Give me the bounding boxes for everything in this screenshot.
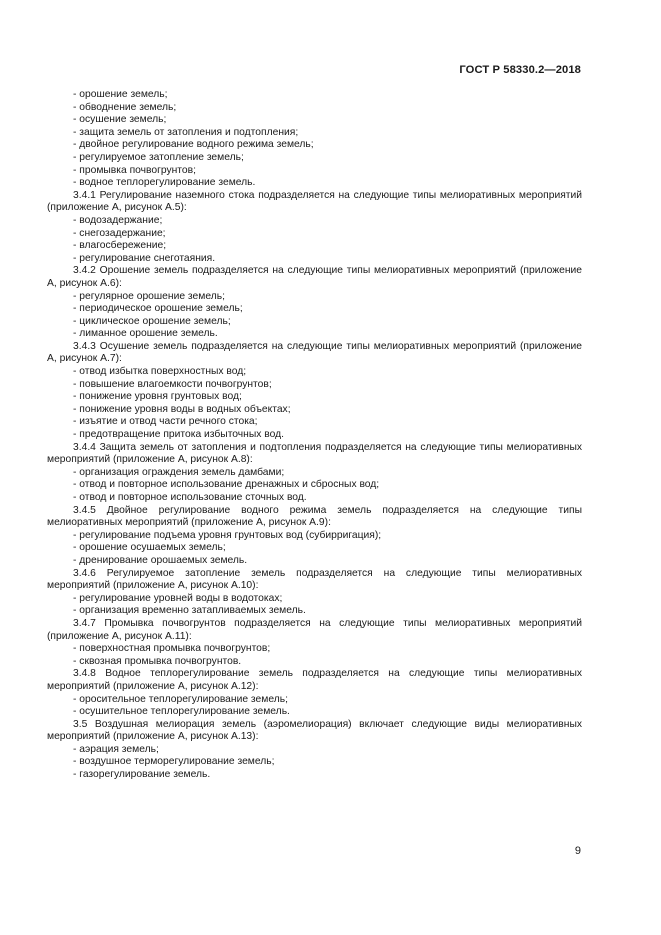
list-item: - понижение уровня воды в водных объектах; [73,403,291,415]
list-item: - осушительное теплорегулирование земель. [73,706,290,718]
list-item: - защита земель от затопления и подтопления; [73,126,299,138]
list-item: - осушение земель; [73,114,167,126]
list-item: - регулируемое затопление земель; [73,151,244,163]
list-item: - повышение влагоемкости почвогрунтов; [73,378,272,390]
list-item: - снегозадержание; [73,227,166,239]
paragraph: 3.4.2 Орошение земель подразделяется на следующие типы мелиоративных мероприятий (приложение А, рисунок А.6): [47,265,582,289]
list-item: - регулирование подъема уровня грунтовых вод (субирригация); [73,529,382,541]
paragraph: 3.4.7 Промывка почвогрунтов подразделяется на следующие типы мелиоративных мероприятий (приложение А, рисунок А.11): [47,617,582,642]
list-item: - предотвращение притока избыточных вод. [73,429,284,441]
list-item: - отвод и повторное использование сточных вод. [73,492,307,503]
paragraph: 3.4.5 Двойное регулирование водного режима земель подразделяется на следующие типы мелиоративных мероприятий (приложение А, рисунок А.9): [47,504,582,529]
list-item: - организация временно затапливаемых земель. [73,605,306,617]
list-item: - регулирование уровней воды в водотоках; [73,592,283,604]
document-body [47,89,582,782]
paragraph: 3.4.3 Осушение земель подразделяется на следующие типы мелиоративных мероприятий (приложение А, рисунок А.7): [47,340,582,365]
list-item: - отвод и повторное использование дренажных и сбросных вод; [73,479,380,491]
list-item: - оросительное теплорегулирование земель; [73,693,288,705]
list-item: - регулярное орошение земель; [73,290,225,302]
list-item: - циклическое орошение земель; [73,315,231,327]
list-item: - влагосбережение; [73,240,167,252]
list-item: - понижение уровня грунтовых вод; [73,391,242,403]
list-item: - организация ограждения земель дамбами; [73,466,285,478]
list-item: - газорегулирование земель. [73,769,211,781]
list-item: - водное теплорегулирование земель. [73,177,256,189]
paragraph: 3.5 Воздушная мелиорация земель (аэромелиорация) включает следующие виды мелиоративных мероприятий (приложение А, рисунок А.13): [47,718,582,743]
list-item: - периодическое орошение земель; [73,303,243,315]
list-item: - изъятие и отвод части речного стока; [73,416,258,428]
list-item: - лиманное орошение земель. [73,328,218,340]
document-id-header: ГОСТ Р 58330.2—2018 [459,64,581,76]
list-item: - промывка почвогрунтов; [73,164,196,176]
list-item: - водозадержание; [73,214,163,226]
list-item: - сквозная промывка почвогрунтов. [73,655,242,667]
list-item: - отвод избытка поверхностных вод; [73,366,247,378]
paragraph: 3.4.4 Защита земель от затопления и подтопления подразделяется на следующие типы мелиоративных мероприятий (приложение А, рисунок А.8): [47,441,582,466]
list-item: - воздушное терморегулирование земель; [73,756,275,768]
paragraph: 3.4.6 Регулируемое затопление земель подразделяется на следующие типы мелиоративных мероприятий (приложение А, рисунок А.10): [47,567,582,592]
list-item: - орошение осушаемых земель; [73,542,226,554]
list-item: - поверхностная промывка почвогрунтов; [73,643,271,655]
list-item: - дренирование орошаемых земель. [73,554,248,566]
paragraph: 3.4.1 Регулирование наземного стока подразделяется на следующие типы мелиоративных мероприятий (приложение А, рисунок А.5): [47,189,582,214]
page-number: 9 [574,845,581,857]
list-item: - аэрация земель; [73,743,159,755]
list-item: - двойное регулирование водного режима земель; [73,139,314,151]
paragraph: 3.4.8 Водное теплорегулирование земель подразделяется на следующие типы мелиоративных мероприятий (приложение А, рисунок А.12): [47,668,582,692]
list-item: - регулирование снеготаяния. [73,252,216,264]
list-item: - орошение земель; [73,89,168,100]
list-item: - обводнение земель; [73,101,177,113]
